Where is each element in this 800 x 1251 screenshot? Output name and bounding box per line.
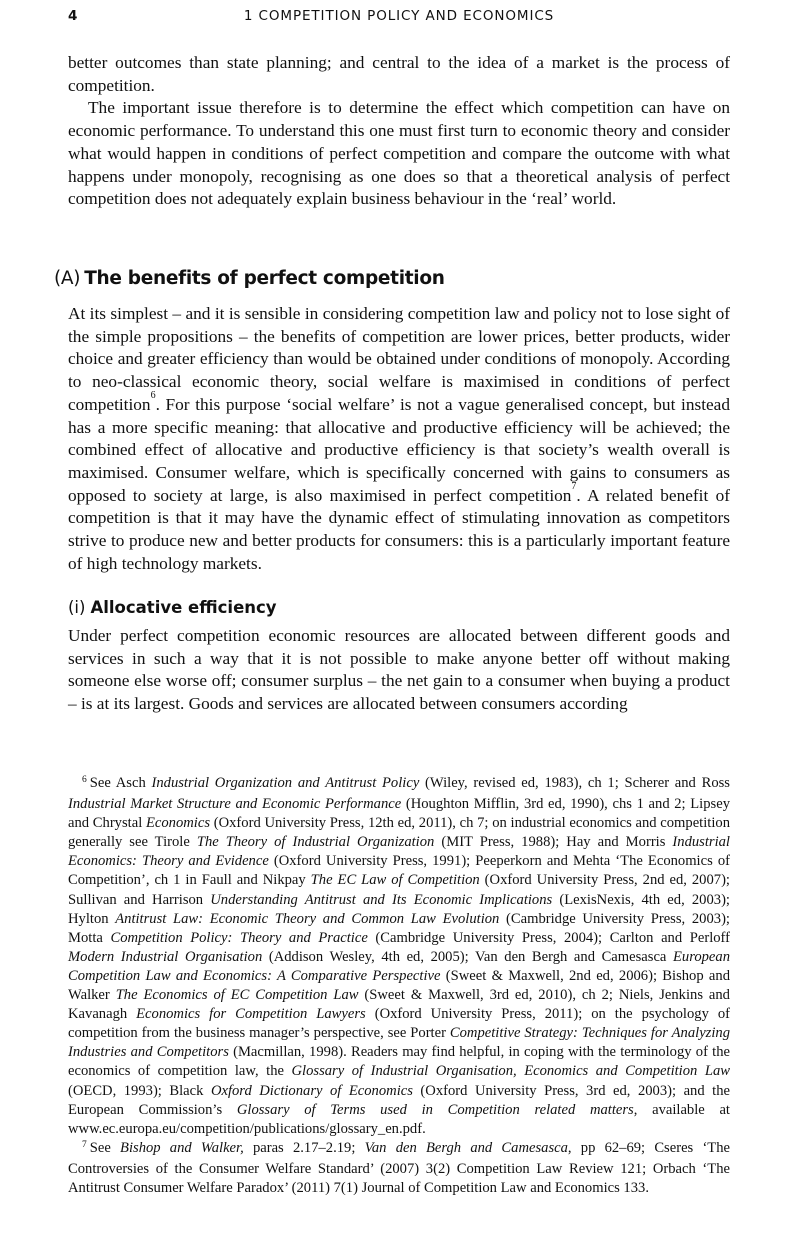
footnote-6-segment: Competition Policy: Theory and Practice [110,929,368,946]
footnote-ref-7[interactable]: 7 [571,480,577,492]
footnote-6-segment: Industrial Economics: Theory and Evidence [68,834,730,870]
footnote-6-segment: (Wiley, revised ed, 1983), ch 1; Scherer and Ross [419,775,730,791]
footnote-6-segment: , available at www.ec.europa.eu/competition/publications/glossary_en.pdf. [68,1101,730,1137]
footnote-6-segment: (Cambridge University Press, 2003); Motta [68,910,730,946]
page-number: 4 [68,8,78,24]
allocative-paragraph: Under perfect competition economic resources are allocated between different goods and services in such a way that it is not possible to make anyone better off without making someone else worse off; consumer surplus – the net gain to a consumer when buying a product – is at its largest. Goods and services are allocated between consumers according [68,626,730,714]
section-i-heading [68,596,277,620]
footnote-6-segment: European Competition Law and Economics: A Comparative Perspective [68,948,730,984]
footnote-7-text [68,1140,730,1196]
benefits-text-part-1: At its simplest – and it is sensible in considering competition law and policy not to lose sight of the simple propositions – the benefits of competition are lower prices, better products, wider choice and greater efficiency than would be obtained under conditions of monopoly. According to neo-classical economic theory, social welfare is maximised in conditions of perfect competition [68,304,730,414]
footnote-6-segment: (Addison Wesley, 4th ed, 2005); Van den Bergh and Camesasca [262,948,673,965]
footnote-6-mark: 6 [82,775,87,785]
footnote-6-text [68,775,730,1137]
benefits-text-part-3: . A related benefit of competition is that it may have the dynamic effect of stimulating innovation as competitors strive to produce new and better products for consumers: this is a particularly important feature of high technology markets. [68,485,730,573]
footnote-6-segment: (Sweet & Maxwell, 3rd ed, 2010), ch 2; Niels, Jenkins and Kavanagh [68,987,730,1023]
footnote-7-segment: Bishop and Walker, [120,1139,244,1156]
footnote-6-segment: Understanding Antitrust and Its Economic Implications [210,891,553,908]
footnote-6-segment: Economics for Competition Lawyers [136,1006,366,1023]
footnote-6-segment: Industrial Market Structure and Economic Performance [68,796,402,813]
footnote-6-segment: (LexisNexis, 4th ed, 2003); Hylton [68,891,730,927]
footnote-6-segment: Glossary of Industrial Organisation, Economics and Competition Law [291,1063,730,1080]
intro-block [68,52,730,211]
footnote-7 [68,1139,730,1198]
footnote-6-segment: (OECD, 1993); Black [68,1082,211,1099]
footnote-6-segment: Industrial Organization and Antitrust Policy [151,775,420,791]
running-head [68,8,730,28]
footnote-6 [68,774,730,1139]
footnote-6-segment: See Asch [89,775,152,791]
footnote-6-segment: (Cambridge University Press, 2004); Carlton and Perloff [367,929,730,946]
allocative-block [68,625,730,716]
footnotes [68,774,730,1198]
footnote-6-segment: Glossary of Terms used in Competition related matters [236,1101,634,1118]
benefits-paragraph [68,303,730,575]
footnote-6-segment: Antitrust Law: Economic Theory and Common Law Evolution [115,910,500,927]
section-a-heading [54,266,445,292]
footnote-6-segment: The Theory of Industrial Organization [196,834,435,851]
footnote-ref-6[interactable]: 6 [150,389,156,401]
footnote-6-segment: The EC Law of Competition [310,872,480,889]
footnote-6-segment: (Oxford University Press, 12th ed, 2011), ch 7; on industrial economics and competition generally see Tirole [68,815,730,851]
footnote-7-segment: , pp 62–69; Cseres ‘The Controversies of the Consumer Welfare Standard’ (2007) 3(2) Competition Law Review 121; Orbach ‘The Antitrust Consumer Welfare Paradox’ (2011) 7(1) Journal of Competition Law and Economics 133. [68,1139,730,1196]
section-i-title: Allocative efficiency [90,598,277,617]
footnote-7-segment: Van den Bergh and Camesasca [364,1139,568,1156]
intro-paragraph-1: better outcomes than state planning; and central to the idea of a market is the process of competition. [68,53,730,95]
footnote-6-segment: Economics [145,815,211,832]
section-a-label: (A) [54,268,81,289]
section-i-label: (i) [68,598,86,617]
footnote-6-segment: Modern Industrial Organisation [68,948,263,965]
footnote-6-segment: (Oxford University Press, 2nd ed, 2007); Sullivan and Harrison [68,872,730,908]
section-a-title: The benefits of perfect competition [84,268,445,289]
footnote-6-segment: Competitive Strategy: Techniques for Analyzing Industries and Competitors [68,1025,730,1061]
footnote-6-segment: (Houghton Mifflin, 3rd ed, 1990), chs 1 and 2; Lipsey and Chrystal [68,796,730,832]
benefits-block [68,303,730,575]
footnote-6-segment: (MIT Press, 1988); Hay and Morris [434,834,673,851]
footnote-6-segment: The Economics of EC Competition Law [115,987,359,1004]
intro-paragraph-2: The important issue therefore is to determine the effect which competition can have on economic performance. To understand this one must first turn to economic theory and consider what would happen in conditions of perfect competition and compare the outcome with what happens under monopoly, recognising as one does so that a theoretical analysis of perfect competition does not adequately explain business behaviour in the ‘real’ world. [68,98,730,209]
footnote-7-segment: paras 2.17–2.19; [243,1139,365,1156]
footnote-6-segment: (Oxford University Press, 1991); Peeperkorn and Mehta ‘The Economics of Competition’, ch 1 in Faull and Nikpay [68,853,730,889]
footnote-6-segment: (Macmillan, 1998). Readers may find helpful, in coping with the terminology of the economics of competition law, the [68,1044,730,1080]
benefits-text-part-2: . For this purpose ‘social welfare’ is not a vague generalised concept, but instead has a more specific meaning: that allocative and productive efficiency will be achieved; the combined effect of allocative and productive efficiency is that society’s wealth overall is maximised. Consumer welfare, which is specifically concerned with gains to consumers as opposed to society at large, is also maximised in perfect competition [68,394,730,505]
footnote-6-segment: Oxford Dictionary of Economics [210,1082,413,1099]
footnote-7-segment: See [89,1139,121,1156]
footnote-7-mark: 7 [82,1139,87,1150]
footnote-6-segment: (Oxford University Press, 2011); on the psychology of competition from the business manager’s perspective, see Porter [68,1006,730,1042]
footnote-6-segment: (Sweet & Maxwell, 2nd ed, 2006); Bishop and Walker [68,967,731,1004]
chapter-title: 1 COMPETITION POLICY AND ECONOMICS [243,8,555,24]
footnote-6-segment: (Oxford University Press, 3rd ed, 2003); and the European Commission’s [68,1082,730,1118]
